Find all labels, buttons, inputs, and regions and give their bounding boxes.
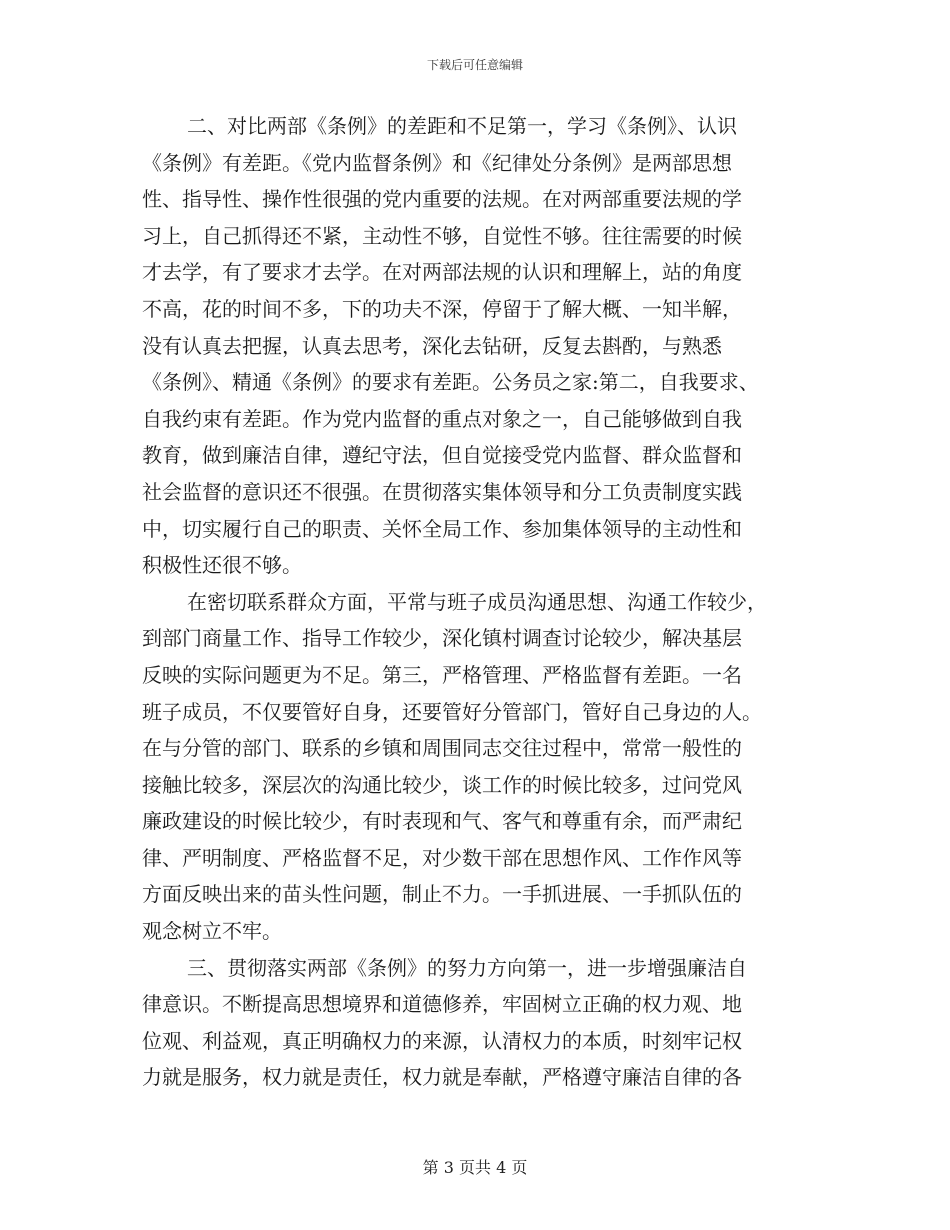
paragraph-line: 在与分管的部门、联系的乡镇和周围同志交往过程中，常常一般性的 bbox=[142, 736, 742, 761]
paragraph-line: 《条例》有差距。《党内监督条例》和《纪律处分条例》是两部思想 bbox=[142, 150, 732, 175]
paragraph-line: 《条例》、精通《条例》的要求有差距。公务员之家:第二，自我要求、 bbox=[142, 370, 759, 395]
paragraph-line: 三、贯彻落实两部《条例》的努力方向第一，进一步增强廉洁自 bbox=[187, 955, 747, 980]
paragraph-line: 律、严明制度、严格监督不足，对少数干部在思想作风、工作作风等 bbox=[142, 845, 742, 870]
paragraph-line: 不高，花的时间不多，下的功夫不深，停留于了解大概、一知半解， bbox=[142, 296, 742, 321]
paragraph-line: 到部门商量工作、指导工作较少，深化镇村调查讨论较少，解决基层 bbox=[142, 626, 742, 651]
paragraph-line: 习上，自己抓得还不紧，主动性不够，自觉性不够。往往需要的时候 bbox=[142, 223, 742, 248]
paragraph-line: 二、对比两部《条例》的差距和不足第一，学习《条例》、认识 bbox=[187, 114, 737, 138]
paragraph-line: 班子成员，不仅要管好自身，还要管好分管部门，管好自己身边的人。 bbox=[142, 699, 762, 724]
paragraph-line: 反映的实际问题更为不足。第三，严格管理、严格监督有差距。一名 bbox=[142, 662, 742, 687]
page-number: 第 3 页共 4 页 bbox=[422, 1158, 528, 1177]
paragraph-line: 教育，做到廉洁自律，遵纪守法，但自觉接受党内监督、群众监督和 bbox=[142, 443, 742, 468]
paragraph-line: 积极性还很不够。 bbox=[142, 553, 302, 578]
paragraph-line: 在密切联系群众方面，平常与班子成员沟通思想、沟通工作较少， bbox=[187, 589, 767, 614]
paragraph-line: 社会监督的意识还不很强。在贯彻落实集体领导和分工负责制度实践 bbox=[142, 479, 742, 504]
paragraph-line: 律意识。不断提高思想境界和道德修养，牢固树立正确的权力观、地 bbox=[142, 992, 742, 1017]
paragraph-line: 没有认真去把握，认真去思考，深化去钻研，反复去斟酌，与熟悉 bbox=[142, 333, 722, 358]
page-header: 下载后可任意编辑 bbox=[426, 58, 523, 72]
paragraph-line: 方面反映出来的苗头性问题，制止不力。一手抓进展、一手抓队伍的 bbox=[142, 882, 742, 907]
paragraph-line: 才去学，有了要求才去学。在对两部法规的认识和理解上，站的角度 bbox=[142, 260, 742, 285]
paragraph-line: 中，切实履行自己的职责、关怀全局工作、参加集体领导的主动性和 bbox=[142, 516, 742, 541]
paragraph-line: 廉政建设的时候比较少，有时表现和气、客气和尊重有余，而严肃纪 bbox=[142, 809, 742, 834]
document-body bbox=[142, 108, 822, 1096]
paragraph-line: 自我约束有差距。作为党内监督的重点对象之一，自己能够做到自我 bbox=[142, 406, 742, 431]
paragraph-line: 力就是服务，权力就是责任，权力就是奉献，严格遵守廉洁自律的各 bbox=[142, 1065, 742, 1090]
paragraph-line: 观念树立不牢。 bbox=[142, 919, 282, 944]
paragraph-line: 位观、利益观，真正明确权力的来源，认清权力的本质，时刻牢记权 bbox=[142, 1028, 742, 1053]
paragraph-line: 性、指导性、操作性很强的党内重要的法规。在对两部重要法规的学 bbox=[142, 187, 742, 212]
paragraph-line: 接触比较多，深层次的沟通比较少，谈工作的时候比较多，过问党风 bbox=[142, 772, 742, 797]
